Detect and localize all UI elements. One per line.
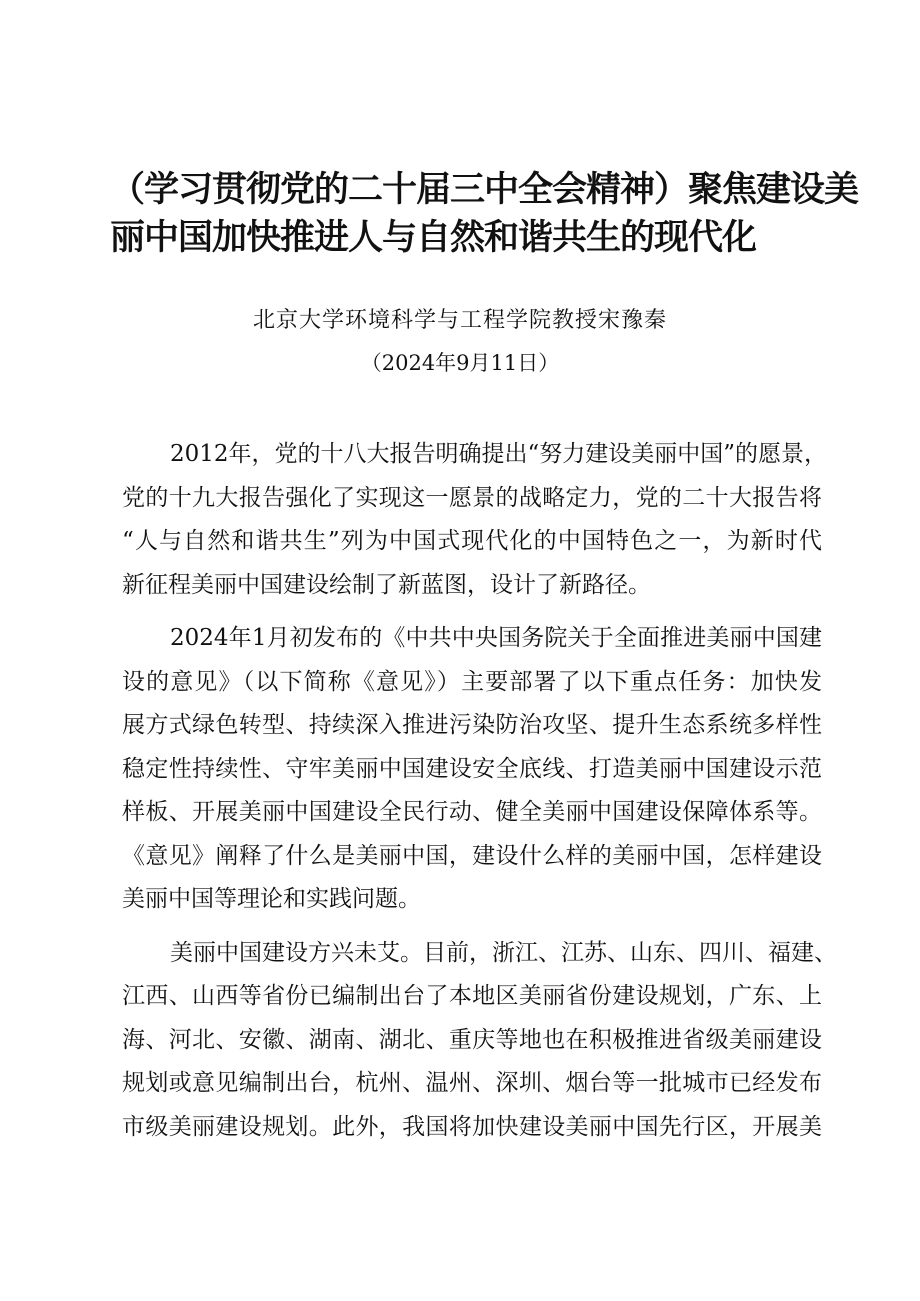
text-line: 展方式绿色转型、持续深入推进污染防治攻坚、提升生态系统多样性 (122, 712, 822, 738)
text-line: 稳定性持续性、守牢美丽中国建设安全底线、打造美丽中国建设示范 (122, 755, 822, 782)
text-line: “人与自然和谐共生”列为中国式现代化的中国特色之一，为新时代 (122, 528, 822, 554)
author-line: 北京大学环境科学与工程学院教授宋豫秦 (252, 308, 667, 333)
paragraph (122, 617, 822, 922)
text-line: 党的十九大报告强化了实现这一愿景的战略定力，党的二十大报告将 (122, 484, 822, 511)
text-line: 美丽中国建设方兴未艾。目前，浙江、江苏、山东、四川、福建、 (170, 939, 837, 966)
text-line: 样板、开展美丽中国建设全民行动、健全美丽中国建设保障体系等。 (122, 799, 822, 825)
text-line: 市级美丽建设规划。此外，我国将加快建设美丽中国先行区，开展美 (122, 1113, 822, 1140)
document-body (122, 433, 837, 1149)
text-line: 设的意见》（以下简称《意见》）主要部署了以下重点任务：加快发 (122, 668, 822, 695)
text-line: 海、河北、安徽、湖南、湖北、重庆等地也在积极推进省级美丽建设 (122, 1026, 822, 1053)
text-line: 江西、山西等省份已编制出台了本地区美丽省份建设规划，广东、上 (122, 983, 822, 1009)
text-line: 规划或意见编制出台，杭州、温州、深圳、烟台等一批城市已经发布 (122, 1070, 822, 1096)
text-line: 2012年，党的十八大报告明确提出“努力建设美丽中国”的愿景， (170, 441, 828, 467)
text-line: 2024年1月初发布的《中共中央国务院关于全面推进美丽中国建 (170, 625, 822, 651)
document-title (110, 166, 859, 262)
date-line: （2024年9月11日） (360, 351, 560, 375)
title-line: 丽中国加快推进人与自然和谐共生的现代化 (110, 218, 757, 258)
paragraph (122, 433, 828, 607)
text-line: 美丽中国等理论和实践问题。 (122, 886, 421, 912)
paragraph (122, 932, 837, 1150)
text-line: 新征程美丽中国建设绘制了新蓝图，设计了新路径。 (122, 571, 651, 598)
text-line: 《意见》阐释了什么是美丽中国，建设什么样的美丽中国，怎样建设 (122, 842, 822, 869)
title-line: （学习贯彻党的二十届三中全会精神）聚焦建设美 (110, 170, 859, 210)
